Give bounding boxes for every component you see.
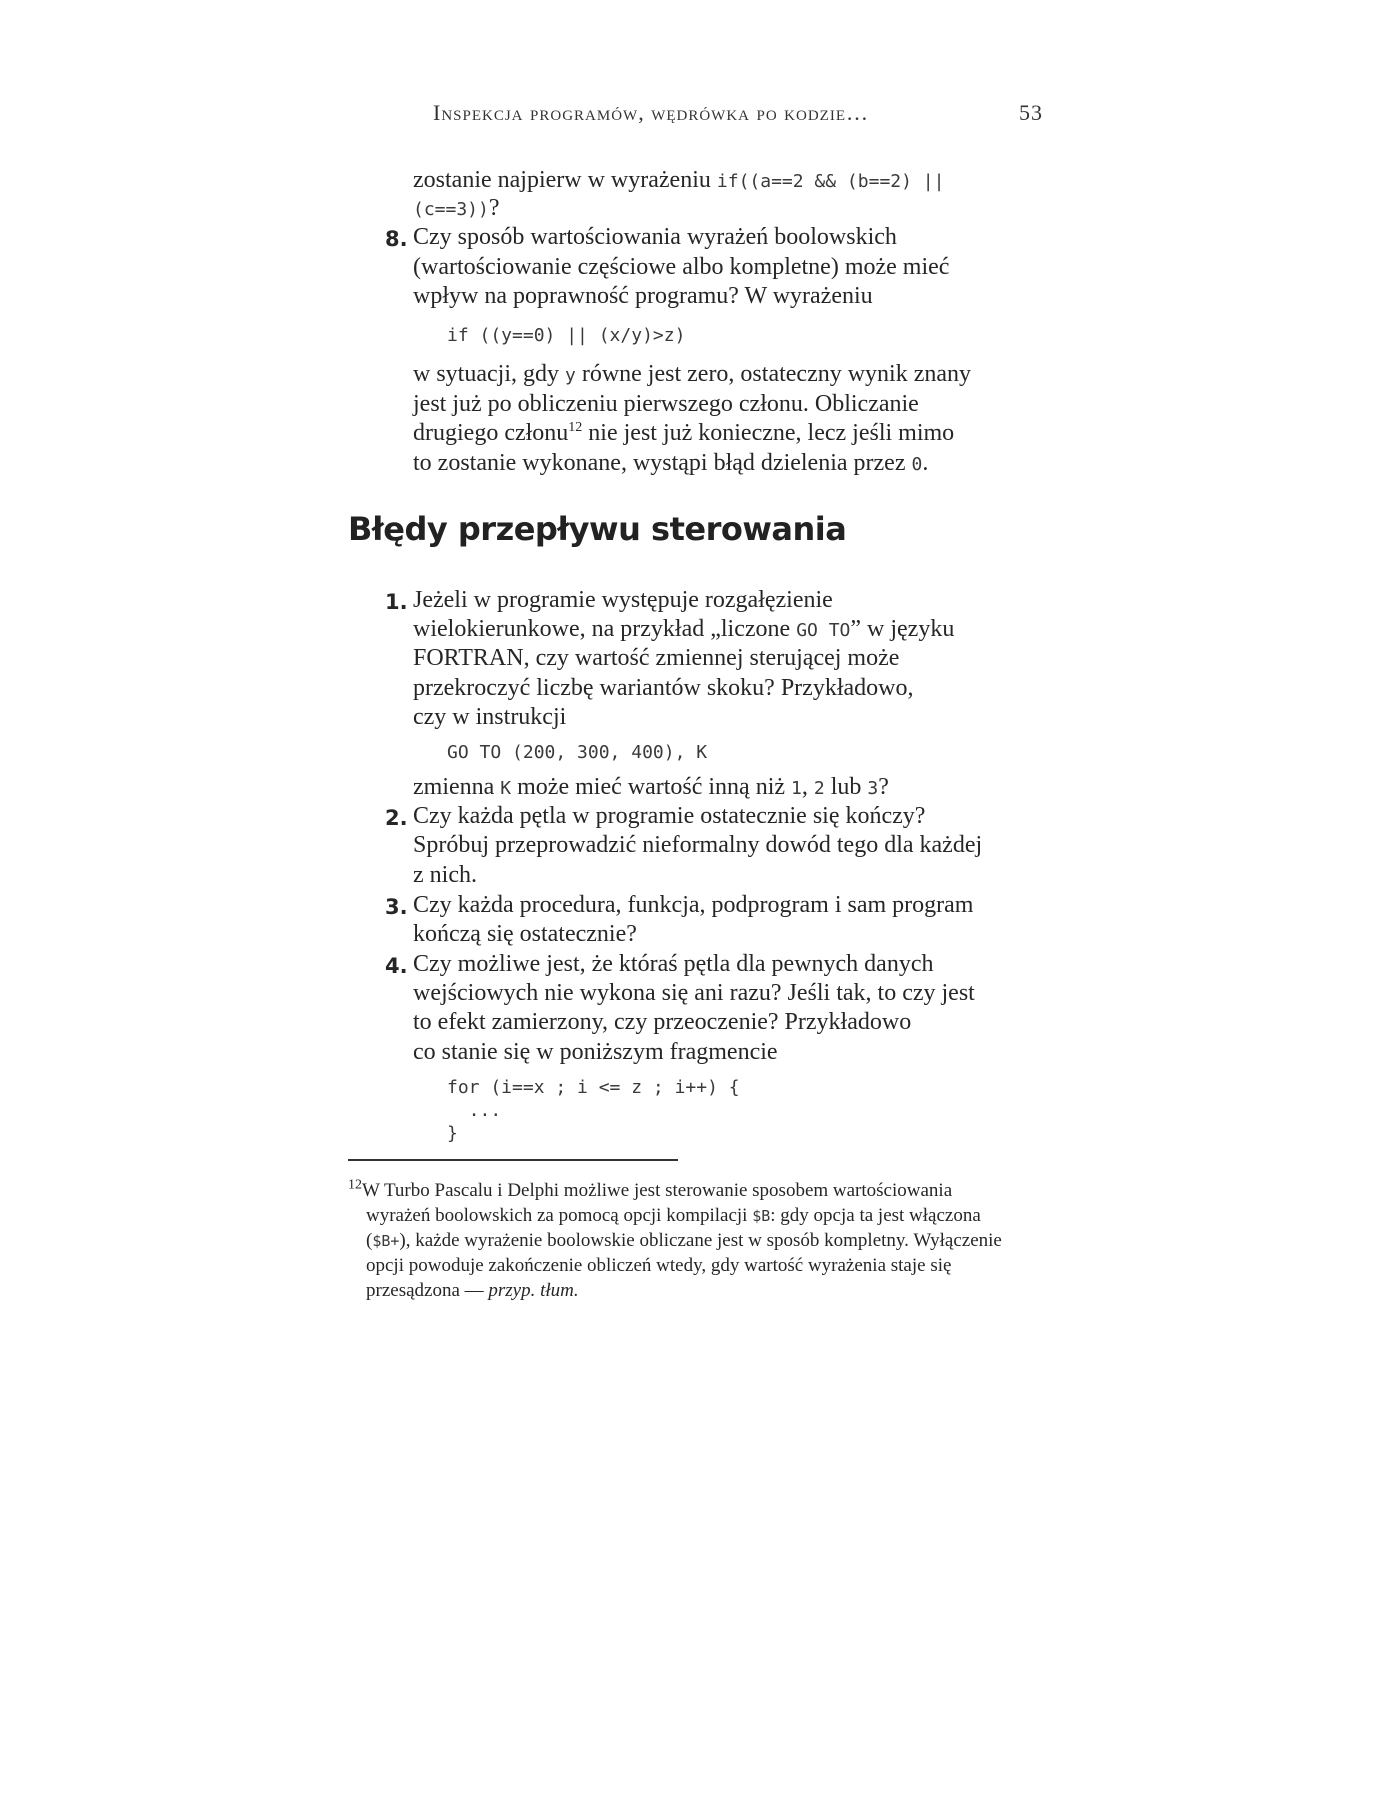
text-line: zmienna K może mieć wartość inną niż 1, 2 lub 3?: [413, 774, 889, 800]
footnote-separator: [348, 1159, 678, 1161]
code-line: for (i==x ; i <= z ; i++) {: [447, 1077, 740, 1098]
text-line: z nich.: [413, 862, 477, 888]
inline-code: 2: [813, 778, 825, 799]
running-header-title: Inspekcja programów, wędrówka po kodzie…: [433, 100, 869, 125]
inline-code: 3: [867, 778, 879, 799]
inline-code: 1: [791, 778, 802, 799]
list-item-number: 4.: [385, 954, 408, 978]
footnote-line: $^{12}$W Turbo Pascalu i Delphi możliwe jest sterowanie sposobem wartościowania: [348, 1177, 953, 1201]
inline-code: (c==3)): [413, 199, 489, 220]
text-line: Jeżeli w programie występuje rozgałęzienie: [413, 587, 833, 613]
page-number: 53: [1019, 100, 1043, 125]
footnote-mark: 12: [348, 1177, 362, 1193]
text-line: drugiego członu$^{12}$ nie jest już konieczne, lecz jeśli mimo: [413, 420, 955, 446]
text-line: (wartościowanie częściowe albo kompletne) może mieć: [413, 254, 950, 280]
text-line: Czy możliwe jest, że któraś pętla dla pewnych danych: [413, 951, 934, 977]
footnote-line: przesądzona — przyp. tłum.: [366, 1280, 579, 1301]
footnote-line: wyrażeń boolowskich za pomocą opcji kompilacji $B: gdy opcja ta jest włączona: [366, 1205, 981, 1226]
text-line: (c==3))?: [413, 195, 500, 221]
text-line: FORTRAN, czy wartość zmiennej sterującej może: [413, 645, 900, 671]
inline-code: $B+: [372, 1232, 400, 1250]
list-item-number: 3.: [385, 895, 408, 919]
text-line: co stanie się w poniższym fragmencie: [413, 1039, 778, 1065]
inline-code: K: [500, 778, 512, 799]
inline-code: $B: [752, 1207, 771, 1225]
list-item-number: 8.: [385, 227, 408, 251]
text-line: wielokierunkowe, na przykład „liczone GO TO” w języku: [413, 616, 955, 642]
inline-code: y: [564, 365, 576, 386]
inline-code: 0: [911, 454, 923, 475]
code-block: GO TO (200, 300, 400), K: [447, 742, 708, 763]
text-line: czy w instrukcji: [413, 704, 567, 730]
text-line: Czy każda procedura, funkcja, podprogram i sam program: [413, 892, 974, 918]
text-line: to efekt zamierzony, czy przeoczenie? Przykładowo: [413, 1009, 912, 1035]
running-header: [433, 100, 1043, 126]
text-line: kończą się ostatecznie?: [413, 921, 637, 947]
text-line: przekroczyć liczbę wariantów skoku? Przykładowo,: [413, 675, 914, 701]
text-line: wejściowych nie wykona się ani razu? Jeśli tak, to czy jest: [413, 980, 975, 1006]
inline-code: if((a==2 && (b==2) ||: [716, 171, 945, 192]
text-line: jest już po obliczeniu pierwszego członu. Obliczanie: [413, 391, 919, 417]
text-line: Czy sposób wartościowania wyrażeń boolowskich: [413, 224, 897, 250]
footnote-line: ($B+), każde wyrażenie boolowskie obliczane jest w sposób kompletny. Wyłączenie: [366, 1230, 1002, 1251]
text-line: Czy każda pętla w programie ostatecznie się kończy?: [413, 803, 926, 829]
text-line: to zostanie wykonane, wystąpi błąd dzielenia przez 0.: [413, 450, 929, 476]
list-item-number: 2.: [385, 806, 408, 830]
code-block: if ((y==0) || (x/y)>z): [447, 325, 686, 346]
footnote-ref: 12: [568, 420, 583, 435]
list-item-number: 1.: [385, 590, 408, 614]
translator-note: przyp. tłum.: [488, 1280, 579, 1301]
inline-code: GO TO: [796, 620, 851, 641]
text-line: Spróbuj przeprowadzić nieformalny dowód tego dla każdej: [413, 832, 983, 858]
text-line: w sytuacji, gdy y równe jest zero, ostateczny wynik znany: [413, 361, 972, 387]
text-line: zostanie najpierw w wyrażeniu if((a==2 && (b==2) ||: [413, 167, 945, 193]
text-line: wpływ na poprawność programu? W wyrażeniu: [413, 283, 873, 309]
code-line: ...: [447, 1100, 502, 1121]
section-heading: Błędy przepływu sterowania: [348, 510, 847, 548]
code-line: }: [447, 1123, 458, 1144]
footnote-line: opcji powoduje zakończenie obliczeń wtedy, gdy wartość wyrażenia staje się: [366, 1255, 952, 1276]
